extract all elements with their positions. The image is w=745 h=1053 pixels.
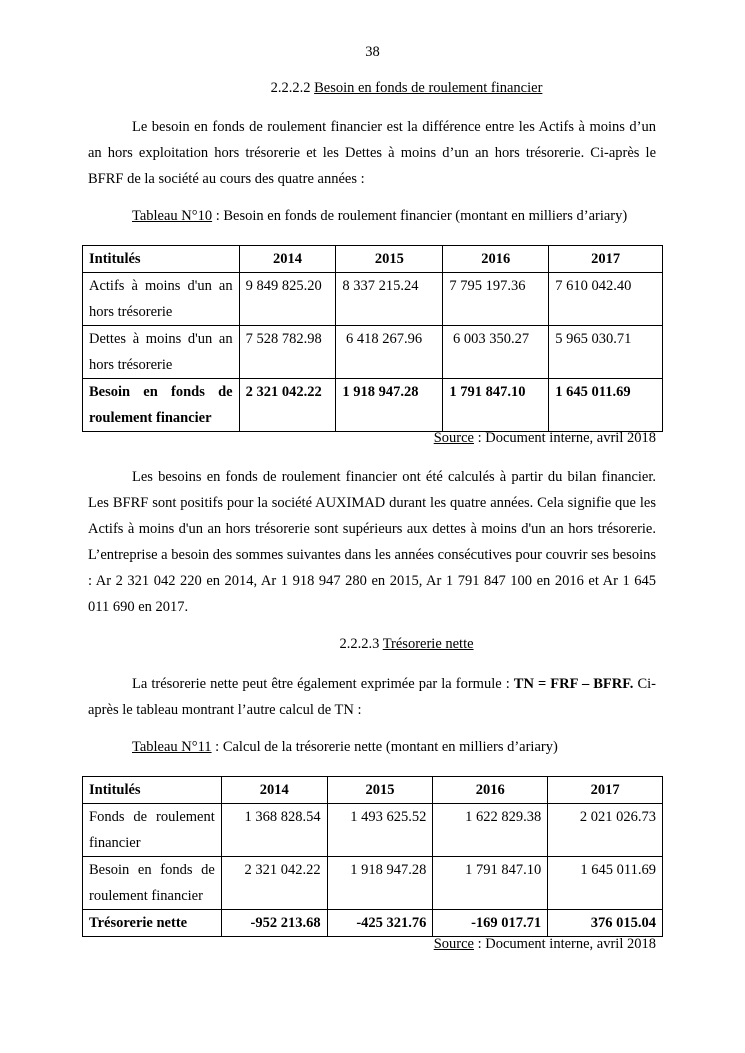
caption-text: : Besoin en fonds de roulement financier (montant en milliers d’ariary) bbox=[212, 208, 628, 224]
table-caption-10 bbox=[132, 208, 627, 225]
bfrf-table bbox=[82, 245, 663, 432]
row-label: Trésorerie nette bbox=[83, 910, 222, 937]
row-label: Fonds de roulement financier bbox=[83, 804, 222, 857]
table-cell: 6 003 350.27 bbox=[443, 326, 549, 379]
row-label: Dettes à moins d'un an hors trésorerie bbox=[83, 326, 240, 379]
table-source-10 bbox=[434, 430, 656, 447]
table-cell: 7 610 042.40 bbox=[549, 273, 663, 326]
table-cell: 1 918 947.28 bbox=[336, 379, 443, 432]
header-cell: 2016 bbox=[433, 777, 548, 804]
table-cell: 2 021 026.73 bbox=[548, 804, 663, 857]
table-cell: 2 321 042.22 bbox=[239, 379, 336, 432]
paragraph-text: Le besoin en fonds de roulement financier est la différence entre les Actifs à moins d’un an hors exploitation hors trésorerie et les Dettes à moins d’un an hors trésorerie. Ci-après le BFRF de la société au cours des quatre années : bbox=[88, 119, 656, 187]
table-cell: -952 213.68 bbox=[221, 910, 327, 937]
caption-text: : Calcul de la trésorerie nette (montant en milliers d’ariary) bbox=[211, 739, 558, 755]
row-label: Actifs à moins d'un an hors trésorerie bbox=[83, 273, 240, 326]
header-cell: Intitulés bbox=[83, 246, 240, 273]
table-row bbox=[83, 326, 663, 379]
table-header-row bbox=[83, 246, 663, 273]
table-cell: 1 368 828.54 bbox=[221, 804, 327, 857]
caption-label: Tableau N°11 bbox=[132, 739, 212, 755]
header-cell: 2015 bbox=[336, 246, 443, 273]
table-row-total bbox=[83, 379, 663, 432]
table-cell: 1 645 011.69 bbox=[549, 379, 663, 432]
table-row bbox=[83, 273, 663, 326]
table-cell: 1 791 847.10 bbox=[433, 857, 548, 910]
formula: TN = FRF – BFRF. bbox=[513, 676, 634, 692]
header-cell: 2017 bbox=[549, 246, 663, 273]
table-cell: 1 622 829.38 bbox=[433, 804, 548, 857]
table-cell: 5 965 030.71 bbox=[549, 326, 663, 379]
table-header-row bbox=[83, 777, 663, 804]
table-cell: 1 493 625.52 bbox=[327, 804, 433, 857]
paragraph-text: Les besoins en fonds de roulement financier ont été calculés à partir du bilan financier. Les BFRF sont positifs pour la société AUXIMAD durant les quatre années. Cela signifie que les Actifs à moins d'un an hors trésorerie sont supérieurs aux dettes à moins d'un an hors trésorerie. L’entreprise a besoin des sommes suivantes dans les années consécutives pour couvrir ses besoins : Ar 2 321 042 220 en 2014, Ar 1 918 947 280 en 2015, Ar 1 791 847 100 en 2016 et Ar 1 645 011 690 en 2017. bbox=[88, 469, 656, 615]
table-cell: 7 795 197.36 bbox=[443, 273, 549, 326]
source-text: : Document interne, avril 2018 bbox=[473, 430, 656, 446]
table-cell: 9 849 825.20 bbox=[239, 273, 336, 326]
section-heading-tresorerie bbox=[0, 636, 745, 653]
table-cell: 2 321 042.22 bbox=[221, 857, 327, 910]
source-label: Source bbox=[433, 936, 474, 952]
header-cell: Intitulés bbox=[83, 777, 222, 804]
section-number: 2.2.2.3 bbox=[339, 636, 383, 652]
section-title: Besoin en fonds de roulement financier bbox=[314, 80, 543, 96]
table-cell: 8 337 215.24 bbox=[336, 273, 443, 326]
row-label: Besoin en fonds de roulement financier bbox=[83, 857, 222, 910]
table-cell: 6 418 267.96 bbox=[336, 326, 443, 379]
header-cell: 2017 bbox=[548, 777, 663, 804]
header-cell: 2014 bbox=[221, 777, 327, 804]
tresorerie-table bbox=[82, 776, 663, 937]
table-cell: -425 321.76 bbox=[327, 910, 433, 937]
table-cell: 1 645 011.69 bbox=[548, 857, 663, 910]
paragraph-tn-formula bbox=[88, 671, 656, 723]
table-row bbox=[83, 804, 663, 857]
table-row-total bbox=[83, 910, 663, 937]
source-text: : Document interne, avril 2018 bbox=[473, 936, 656, 952]
table-cell: 1 791 847.10 bbox=[443, 379, 549, 432]
section-heading-bfrf bbox=[0, 80, 745, 97]
paragraph-bfrf-definition bbox=[88, 114, 656, 192]
header-cell: 2015 bbox=[327, 777, 433, 804]
paragraph-text: Ci-après le tableau montrant l’autre calcul de TN : bbox=[88, 676, 656, 718]
row-label: Besoin en fonds de roulement financier bbox=[83, 379, 240, 432]
section-title: Trésorerie nette bbox=[382, 636, 474, 652]
page-number: 38 bbox=[365, 44, 380, 60]
section-number: 2.2.2.2 bbox=[270, 80, 315, 96]
table-caption-11 bbox=[132, 739, 558, 756]
table-cell: 1 918 947.28 bbox=[327, 857, 433, 910]
table-cell: -169 017.71 bbox=[433, 910, 548, 937]
paragraph-text: La trésorerie nette peut être également exprimée par la formule : bbox=[132, 676, 514, 692]
table-row bbox=[83, 857, 663, 910]
header-cell: 2014 bbox=[239, 246, 336, 273]
table-cell: 7 528 782.98 bbox=[239, 326, 336, 379]
paragraph-bfrf-analysis bbox=[88, 464, 656, 620]
caption-label: Tableau N°10 bbox=[132, 208, 213, 224]
source-label: Source bbox=[433, 430, 474, 446]
header-cell: 2016 bbox=[443, 246, 549, 273]
table-source-11 bbox=[434, 936, 656, 953]
table-cell: 376 015.04 bbox=[548, 910, 663, 937]
